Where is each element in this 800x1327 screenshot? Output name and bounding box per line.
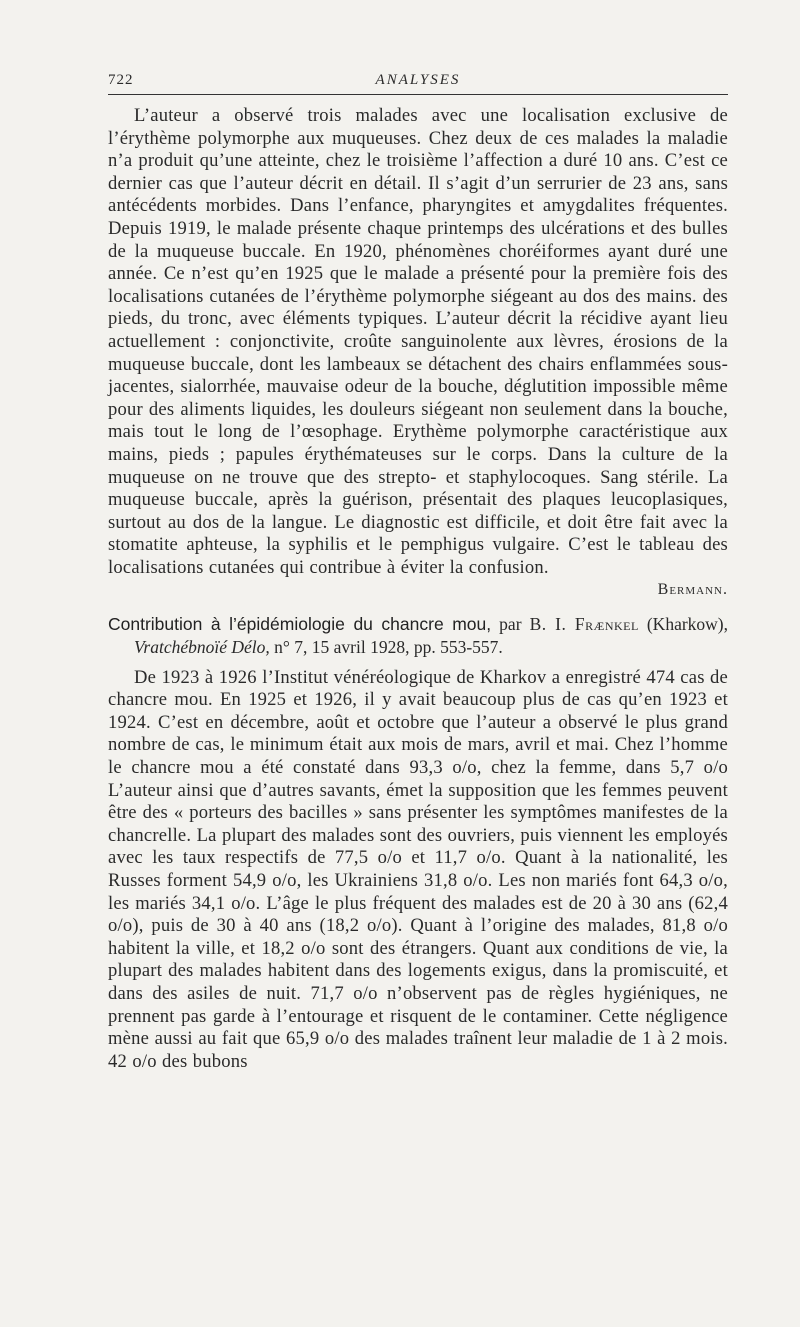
book-page [108, 60, 728, 1073]
page-header [108, 60, 728, 94]
header-rule [108, 94, 728, 95]
article-title: Contribution à l’épidémiologie du chancre mou, [108, 614, 492, 635]
article-citation: n° 7, 15 avril 1928, pp. 553-557. [274, 637, 503, 658]
reviewer-signature: Bermann. [657, 581, 728, 599]
article-journal: Vratchébnoïé Délo, [134, 637, 270, 658]
review-chancre-mou [108, 613, 728, 1073]
article-by: par [499, 614, 522, 635]
running-title: ANALYSES [375, 72, 461, 88]
page-number: 722 [108, 72, 134, 88]
review-erytheme [108, 105, 728, 601]
review-paragraph: L’auteur a observé trois malades avec une localisation exclusive de l’érythème polymorphe aux muqueuses. Chez deux de ces malades la maladie n’a produit qu’une atteinte, chez le troisième l’affection a duré 10 ans. C’est ce dernier cas que l’auteur décrit en détail. Il s’agit d’un serrurier de 23 ans, sans antécédents morbides. Dans l’enfance, pharyngites et amygdalites fréquentes. Depuis 1919, le malade présente chaque printemps des ulcérations et des bulles de la muqueuse buccale. En 1920, phénomènes choréiformes ayant duré une année. Ce n’est qu’en 1925 que le malade a présenté pour la première fois des localisations cutanées de l’érythème polymorphe siégeant au dos des mains. des pieds, du tronc, avec éléments typiques. L’auteur décrit la récidive ayant lieu actuellement : conjonctivite, croûte sanguinolente aux lèvres, érosions de la muqueuse buccale, dont les lambeaux se détachent des chairs enflammées sous-jacentes, sialorrhée, mauvaise odeur de la bouche, déglutition impossible même pour des aliments liquides, les douleurs siégeant non seulement dans la bouche, mais tout le long de l’œsophage. Erythème polymorphe caractéristique aux mains, pieds ; papules érythémateuses sur le corps. Dans la culture de la muqueuse on ne trouve que des strepto- et staphylocoques. Sang stérile. La muqueuse buccale, après la guérison, présentait des plaques leucoplasiques, surtout au dos de la langue. Le diagnostic est difficile, et doit être fait avec la stomatite aphteuse, la syphilis et le pemphigus vulgaire. C’est le tableau des localisations cutanées qui contribue à éviter la confusion. [108, 105, 728, 578]
article-heading [108, 613, 728, 658]
article-author: B. I. Frænkel [529, 614, 639, 635]
article-affiliation: (Kharkow), [646, 614, 729, 635]
article-body: De 1923 à 1926 l’Institut vénéréologique de Kharkov a enregistré 474 cas de chancre mou. En 1925 et 1926, il y avait beaucoup plus de cas qu’en 1923 et 1924. C’est en décembre, août et octobre que l’auteur a observé le plus grand nombre de cas, le minimum était aux mois de mars, avril et mai. Chez l’homme le chancre mou a été constaté dans 93,3 o/o, chez la femme, dans 5,7 o/o L’auteur ainsi que d’autres savants, émet la supposition que les femmes peuvent être des « porteurs des bacilles » sans présenter les symptômes manifestes de la chancrelle. La plupart des malades sont des ouvriers, puis viennent les employés avec les taux respectifs de 77,5 o/o et 11,7 o/o. Quant à la nationalité, les Russes forment 54,9 o/o, les Ukrainiens 31,8 o/o. Les non mariés font 64,3 o/o, les mariés 34,1 o/o. L’âge le plus fréquent des malades est de 20 à 30 ans (62,4 o/o), puis de 30 à 40 ans (18,2 o/o). Quant à l’origine des malades, 81,8 o/o habitent la ville, et 18,2 o/o sont des étrangers. Quant aux conditions de vie, la plupart des malades habitent dans des logements exigus, dans la promiscuité, et dans des asiles de nuit. 71,7 o/o n’observent pas de règles hygiéniques, ne prennent pas garde à l’entourage et risquent de le contaminer. Cette négligence mène aussi au fait que 65,9 o/o des malades traînent leur maladie de 1 à 2 mois. 42 o/o des bubons [108, 666, 728, 1072]
